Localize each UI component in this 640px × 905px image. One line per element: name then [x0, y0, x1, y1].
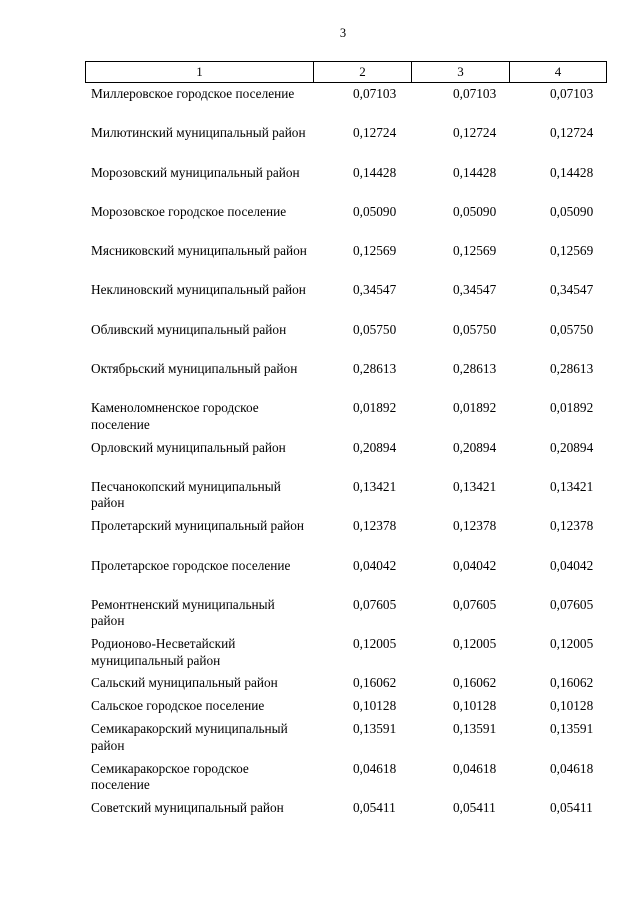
row-value-col3: 0,07103: [453, 86, 497, 101]
table-row: [85, 86, 606, 125]
row-value-col3: 0,12005: [453, 636, 497, 652]
column-header-2: 2: [314, 62, 412, 83]
row-value-col2: 0,12724: [353, 125, 397, 141]
row-name: Обливский муниципальный район: [91, 321, 287, 337]
row-value-col4: 0,28613: [550, 361, 594, 377]
row-value-col4: 0,34547: [550, 282, 594, 298]
row-value-col2: 0,05411: [353, 800, 396, 816]
row-value-col3: 0,12724: [453, 125, 497, 141]
row-name: Ремонтненский муниципальный район: [91, 596, 275, 629]
column-header-table: [85, 61, 607, 83]
row-value-col2: 0,01892: [353, 400, 397, 416]
row-value-col2: 0,12005: [353, 636, 397, 652]
row-value-col4: 0,05090: [550, 203, 594, 219]
row-value-col3: 0,20894: [453, 439, 497, 455]
row-value-col4: 0,20894: [550, 439, 594, 455]
row-name: Пролетарский муниципальный район: [91, 518, 304, 534]
row-value-col4: 0,13591: [550, 721, 594, 737]
table-row: [85, 675, 606, 698]
row-value-col4: 0,07605: [550, 596, 594, 612]
row-name: Семикаракорский муниципальный район: [91, 721, 288, 753]
row-value-col3: 0,13591: [453, 721, 497, 737]
row-value-col3: 0,28613: [453, 361, 497, 377]
table-row: [85, 165, 606, 204]
row-value-col2: 0,10128: [353, 698, 397, 714]
row-value-col2: 0,07103: [353, 86, 397, 101]
row-name: Сальский муниципальный район: [91, 675, 278, 691]
row-value-col2: 0,16062: [353, 675, 397, 691]
row-name: Сальское городское поселение: [91, 698, 265, 714]
row-value-col2: 0,12569: [353, 243, 397, 259]
row-name: Мясниковский муниципальный район: [91, 243, 307, 259]
row-value-col2: 0,14428: [353, 164, 397, 180]
table-row: [85, 800, 606, 839]
table-row: [85, 125, 606, 164]
column-header-row: [86, 62, 607, 83]
table-row: [85, 636, 606, 675]
table-row: [85, 282, 606, 321]
row-value-col4: 0,10128: [550, 698, 594, 714]
table-row: [85, 400, 606, 439]
table-row: [85, 440, 606, 479]
row-value-col2: 0,13421: [353, 478, 397, 494]
row-value-col3: 0,01892: [453, 400, 497, 416]
row-value-col2: 0,05090: [353, 203, 397, 219]
row-value-col2: 0,04042: [353, 557, 397, 573]
row-value-col4: 0,05750: [550, 321, 594, 337]
row-value-col4: 0,07103: [550, 86, 594, 101]
row-value-col3: 0,12569: [453, 243, 497, 259]
row-value-col4: 0,04618: [550, 760, 594, 776]
table-row: [85, 518, 606, 557]
row-value-col2: 0,12378: [353, 518, 397, 534]
row-value-col4: 0,13421: [550, 478, 594, 494]
row-name: Советский муниципальный район: [91, 800, 284, 816]
row-value-col4: 0,16062: [550, 675, 594, 691]
table-row: [85, 322, 606, 361]
row-value-col4: 0,12378: [550, 518, 594, 534]
column-header-1: 1: [86, 62, 314, 83]
row-value-col2: 0,34547: [353, 282, 397, 298]
row-value-col3: 0,16062: [453, 675, 497, 691]
row-name: Родионово-Несветайский муниципальный район: [91, 636, 236, 668]
row-name: Неклиновский муниципальный район: [91, 282, 306, 298]
table-row: [85, 204, 606, 243]
table-row: [85, 597, 606, 636]
row-value-col3: 0,05090: [453, 203, 497, 219]
row-name: Песчанокопский муниципальный район: [91, 478, 281, 511]
row-value-col3: 0,14428: [453, 164, 497, 180]
row-name: Октябрьский муниципальный район: [91, 361, 298, 377]
row-value-col3: 0,04042: [453, 557, 497, 573]
table-row: [85, 243, 606, 282]
column-header-3: 3: [412, 62, 510, 83]
row-name: Миллеровское городское поселение: [91, 86, 295, 101]
row-value-col3: 0,10128: [453, 698, 497, 714]
row-name: Морозовский муниципальный район: [91, 164, 300, 180]
row-value-col3: 0,12378: [453, 518, 497, 534]
row-value-col3: 0,05411: [453, 800, 496, 816]
table-row: [85, 761, 606, 800]
row-value-col4: 0,01892: [550, 400, 594, 416]
row-value-col4: 0,12569: [550, 243, 594, 259]
row-value-col3: 0,04618: [453, 760, 497, 776]
row-value-col3: 0,05750: [453, 321, 497, 337]
row-value-col3: 0,34547: [453, 282, 497, 298]
row-name: Орловский муниципальный район: [91, 439, 286, 455]
table-row: [85, 698, 606, 721]
row-name: Семикаракорское городское поселение: [91, 760, 249, 793]
row-value-col2: 0,13591: [353, 721, 397, 737]
row-value-col2: 0,05750: [353, 321, 397, 337]
table-row: [85, 558, 606, 597]
row-value-col2: 0,04618: [353, 760, 397, 776]
page-number: 3: [339, 26, 347, 40]
row-value-col4: 0,12005: [550, 636, 594, 652]
row-name: Милютинский муниципальный район: [91, 125, 306, 141]
row-name: Морозовское городское поселение: [91, 203, 287, 219]
row-value-col4: 0,05411: [550, 800, 593, 816]
row-value-col3: 0,07605: [453, 596, 497, 612]
row-value-col2: 0,07605: [353, 596, 397, 612]
row-name: Каменоломненское городское поселение: [91, 400, 259, 432]
row-value-col3: 0,13421: [453, 478, 497, 494]
row-value-col2: 0,20894: [353, 439, 397, 455]
column-header-4: 4: [510, 62, 607, 83]
row-name: Пролетарское городское поселение: [91, 557, 291, 573]
table-body: [85, 86, 606, 839]
row-value-col4: 0,12724: [550, 125, 594, 141]
row-value-col2: 0,28613: [353, 361, 397, 377]
table-row: [85, 721, 606, 760]
table-row: [85, 361, 606, 400]
row-value-col4: 0,04042: [550, 557, 594, 573]
table-row: [85, 479, 606, 518]
row-value-col4: 0,14428: [550, 164, 594, 180]
